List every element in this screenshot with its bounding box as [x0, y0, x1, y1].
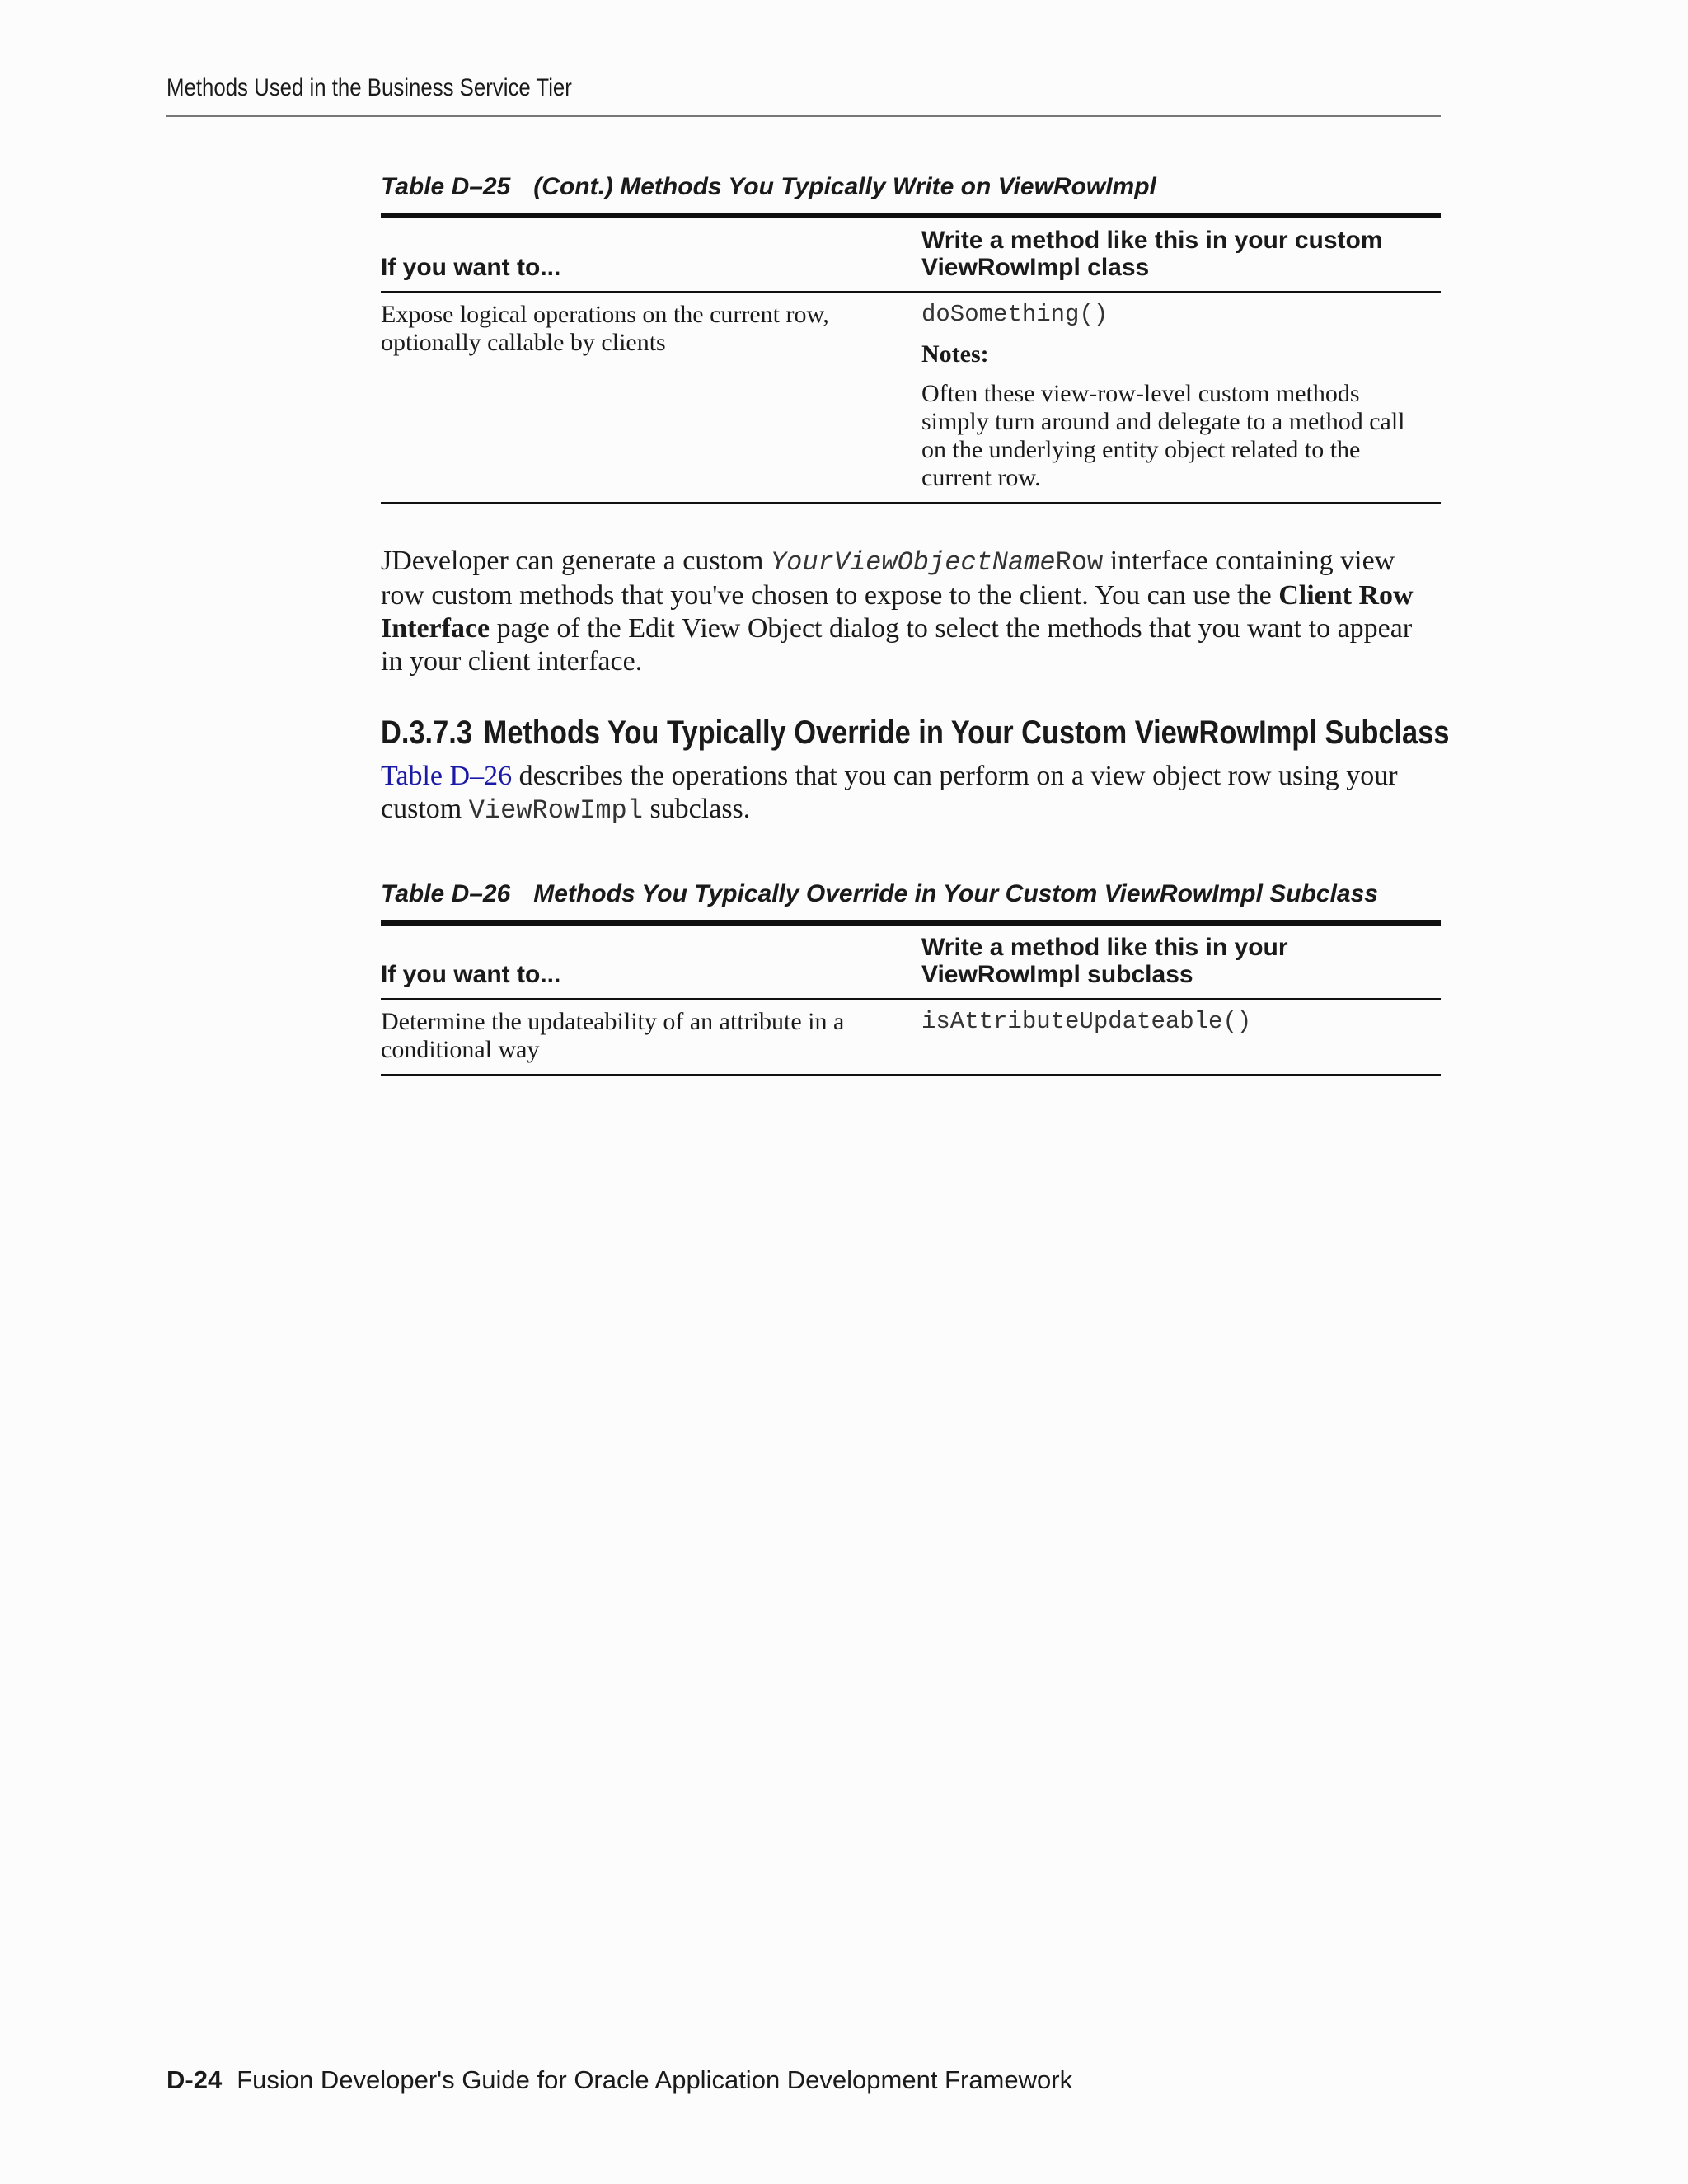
page-footer	[166, 2065, 1072, 2095]
paragraph-text: JDeveloper can generate a custom	[381, 546, 771, 576]
column-header-task: If you want to...	[381, 923, 921, 1000]
table-row	[381, 999, 1441, 1075]
table-cell-method	[921, 292, 1441, 503]
code-placeholder: YourViewObjectName	[770, 547, 1056, 578]
code-text: Row	[1055, 547, 1104, 578]
table-row	[381, 292, 1441, 503]
body-paragraph-2-block	[381, 760, 1441, 827]
section-number: D.3.7.3	[381, 715, 472, 751]
notes-label: Notes:	[921, 340, 989, 368]
table-d26-link[interactable]: Table D–26	[381, 761, 513, 791]
column-header-method: Write a method like this in your custom ViewRowImpl class	[921, 216, 1441, 293]
table-caption-title: Methods You Typically Override in Your Custom ViewRowImpl Subclass	[533, 880, 1378, 907]
paragraph-text: interface containing view row custom methods that you've chosen to expose to the client. You can use the	[381, 546, 1395, 611]
header-rule	[166, 115, 1441, 117]
table-cell-method	[921, 999, 1441, 1075]
ui-term: Client Row Interface	[381, 580, 1414, 644]
running-header: Methods Used in the Business Service Tier	[166, 74, 572, 101]
method-signature: isAttributeUpdateable()	[921, 1008, 1252, 1035]
table-d26-block	[381, 880, 1441, 1076]
table-caption-number: Table D–26	[381, 880, 511, 907]
paragraph-text: describes the operations that you can perform on a view object row using your custom	[381, 761, 1398, 824]
methods-table	[381, 213, 1441, 504]
table-caption-number: Table D–25	[381, 173, 511, 200]
body-paragraph-1-block	[381, 545, 1441, 678]
notes-text: Often these view-row-level custom methods simply turn around and delegate to a method call on the underlying entity object related to the current row.	[921, 380, 1405, 491]
column-header-method: Write a method like this in your ViewRowImpl subclass	[921, 923, 1441, 1000]
section-title: Methods You Typically Override in Your Custom ViewRowImpl Subclass	[483, 715, 1450, 751]
book-title: Fusion Developer's Guide for Oracle Application Development Framework	[237, 2065, 1073, 2094]
table-caption-title: (Cont.) Methods You Typically Write on ViewRowImpl	[533, 173, 1156, 200]
table-d25-block	[381, 173, 1441, 504]
table-header-row	[381, 216, 1441, 293]
code-text: ViewRowImpl	[468, 795, 643, 826]
table-header-row	[381, 923, 1441, 1000]
table-cell-task: Expose logical operations on the current row, optionally callable by clients	[381, 292, 921, 503]
section-heading	[381, 715, 1450, 752]
body-paragraph	[381, 760, 1441, 827]
paragraph-text: subclass.	[642, 794, 751, 824]
method-signature: doSomething()	[921, 301, 1109, 328]
section-heading-block	[381, 715, 1450, 752]
table-cell-task: Determine the updateability of an attribute in a conditional way	[381, 999, 921, 1075]
body-paragraph	[381, 545, 1441, 678]
methods-table	[381, 920, 1441, 1076]
table-caption	[381, 880, 1441, 908]
table-caption	[381, 173, 1441, 201]
column-header-task: If you want to...	[381, 216, 921, 293]
page-number: D-24	[166, 2065, 223, 2094]
paragraph-text: page of the Edit View Object dialog to select the methods that you want to appear in your client interface.	[381, 613, 1413, 677]
